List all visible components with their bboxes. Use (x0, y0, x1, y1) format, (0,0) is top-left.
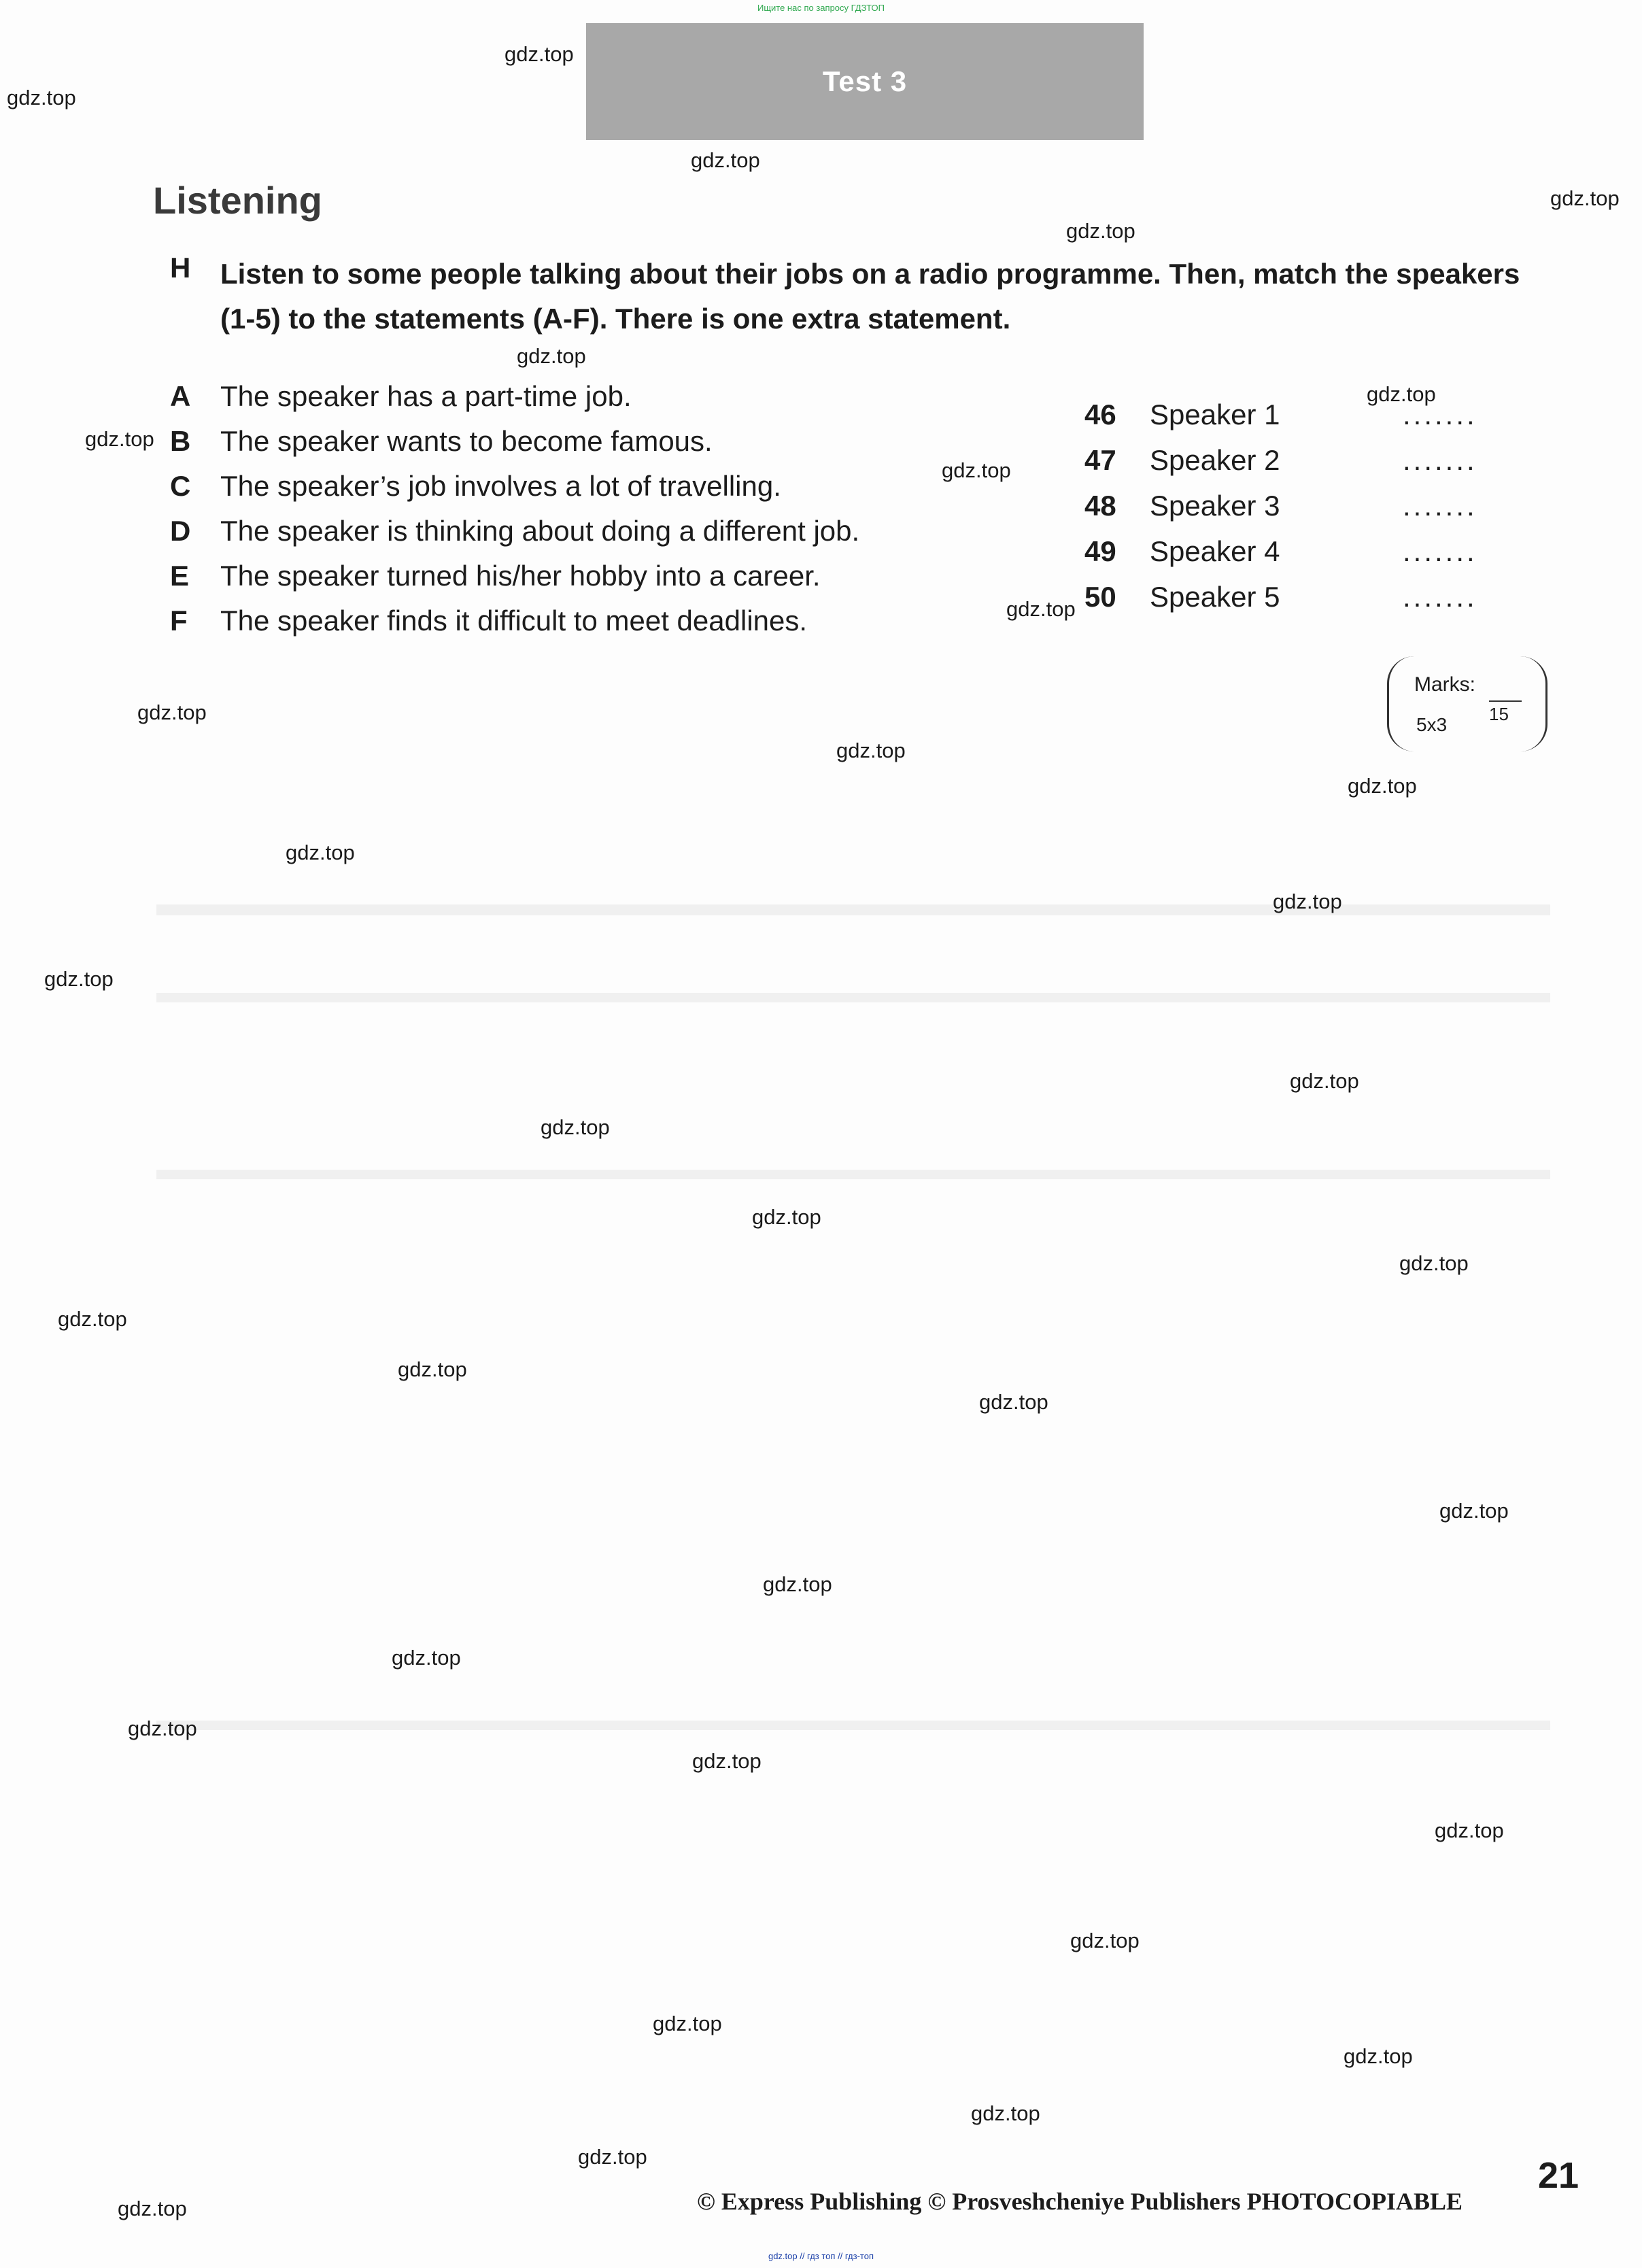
speaker-label: Speaker 4 (1150, 535, 1280, 567)
watermark: gdz.top (578, 2145, 647, 2169)
question-number: 48 (1084, 490, 1116, 522)
statement-f (170, 598, 1054, 643)
watermark: gdz.top (691, 148, 760, 172)
watermark: gdz.top (752, 1205, 821, 1229)
marks-box (1387, 656, 1547, 751)
test-title: Test 3 (822, 65, 908, 97)
question-number: 49 (1084, 535, 1116, 567)
statement-text: The speaker’s job involves a lot of travelling. (220, 470, 781, 502)
answer-blank[interactable]: ....... (1403, 444, 1477, 476)
statement-letter: C (170, 470, 191, 502)
watermark: gdz.top (1435, 1818, 1504, 1842)
watermark: gdz.top (1399, 1251, 1469, 1275)
statement-text: The speaker turned his/her hobby into a career. (220, 560, 821, 592)
speaker-label: Speaker 5 (1150, 581, 1280, 613)
statement-b (170, 419, 1054, 464)
watermark: gdz.top (504, 42, 574, 66)
task-instructions: Listen to some people talking about their jobs on a radio programme. Then, match the speakers (1-5) to the statements (A-F). There is one extra statement. (220, 258, 1520, 335)
marks-fraction-line (1489, 700, 1522, 702)
question-number: 50 (1084, 581, 1116, 613)
answer-blank[interactable]: ....... (1403, 490, 1477, 522)
watermark: gdz.top (541, 1115, 610, 1139)
watermark: gdz.top (1006, 597, 1076, 621)
statement-c (170, 464, 1054, 509)
statement-e (170, 554, 1054, 598)
watermark: gdz.top (1344, 2044, 1413, 2068)
statement-d (170, 509, 1054, 554)
question-49 (1084, 528, 1477, 574)
watermark: gdz.top (1550, 186, 1620, 210)
watermark: gdz.top (85, 427, 154, 451)
question-48 (1084, 483, 1477, 528)
question-50 (1084, 574, 1477, 620)
statement-text: The speaker has a part-time job. (220, 380, 632, 412)
bottom-note: gdz.top // гдз топ // гдз-топ (768, 2251, 874, 2261)
statement-letter: D (170, 515, 191, 547)
task-letter: H (170, 252, 191, 284)
watermark: gdz.top (137, 700, 207, 724)
speaker-label: Speaker 3 (1150, 490, 1280, 522)
watermark: gdz.top (836, 739, 906, 762)
statement-list (170, 374, 1054, 643)
question-47 (1084, 437, 1477, 483)
statement-letter: E (170, 560, 190, 592)
watermark: gdz.top (398, 1357, 467, 1381)
watermark: gdz.top (1367, 382, 1436, 406)
speaker-label: Speaker 1 (1150, 399, 1280, 430)
question-number: 47 (1084, 444, 1116, 476)
answer-blank[interactable]: ....... (1403, 535, 1477, 567)
statement-letter: F (170, 605, 188, 637)
answer-blank[interactable]: ....... (1403, 581, 1477, 613)
statement-letter: A (170, 380, 191, 412)
watermark: gdz.top (58, 1307, 127, 1331)
watermark: gdz.top (763, 1572, 832, 1596)
marks-label: Marks: (1414, 673, 1475, 696)
watermark: gdz.top (653, 2012, 722, 2035)
copyright-line: © Express Publishing © Prosveshcheniye Publishers PHOTOCOPIABLE (697, 2188, 1463, 2215)
watermark: gdz.top (971, 2101, 1040, 2125)
marks-multiplier: 5x3 (1416, 714, 1448, 735)
watermark: gdz.top (517, 344, 586, 368)
watermark: gdz.top (118, 2197, 187, 2220)
statement-text: The speaker finds it difficult to meet deadlines. (220, 605, 808, 637)
watermark: gdz.top (1066, 219, 1135, 243)
bleed-through-block-3 (156, 1170, 1550, 1179)
statement-text: The speaker is thinking about doing a different job. (220, 515, 860, 547)
statement-a (170, 374, 1054, 419)
watermark: gdz.top (1348, 774, 1417, 798)
watermark: gdz.top (128, 1716, 197, 1740)
watermark: gdz.top (286, 841, 355, 864)
watermark: gdz.top (44, 967, 114, 991)
statement-letter: B (170, 425, 191, 457)
watermark: gdz.top (979, 1390, 1048, 1414)
statement-text: The speaker wants to become famous. (220, 425, 713, 457)
watermark: gdz.top (1273, 890, 1342, 913)
top-search-note: Ищите нас по запросу ГДЗТОП (757, 3, 885, 13)
speaker-label: Speaker 2 (1150, 444, 1280, 476)
page-number: 21 (1538, 2155, 1579, 2196)
watermark: gdz.top (1439, 1499, 1509, 1523)
watermark: gdz.top (1290, 1069, 1359, 1093)
watermark: gdz.top (692, 1749, 762, 1773)
answer-list (1084, 392, 1477, 620)
answer-blank[interactable]: ....... (1403, 399, 1477, 430)
bleed-through-block-2 (156, 993, 1550, 1002)
watermark: gdz.top (392, 1646, 461, 1670)
watermark: gdz.top (942, 458, 1011, 482)
watermark: gdz.top (7, 86, 76, 109)
marks-denominator: 15 (1489, 704, 1509, 724)
test-header-tab (586, 23, 1144, 140)
bleed-through-block-4 (156, 1721, 1550, 1730)
question-number: 46 (1084, 399, 1116, 430)
section-title: Listening (153, 179, 322, 222)
watermark: gdz.top (1070, 1929, 1140, 1952)
